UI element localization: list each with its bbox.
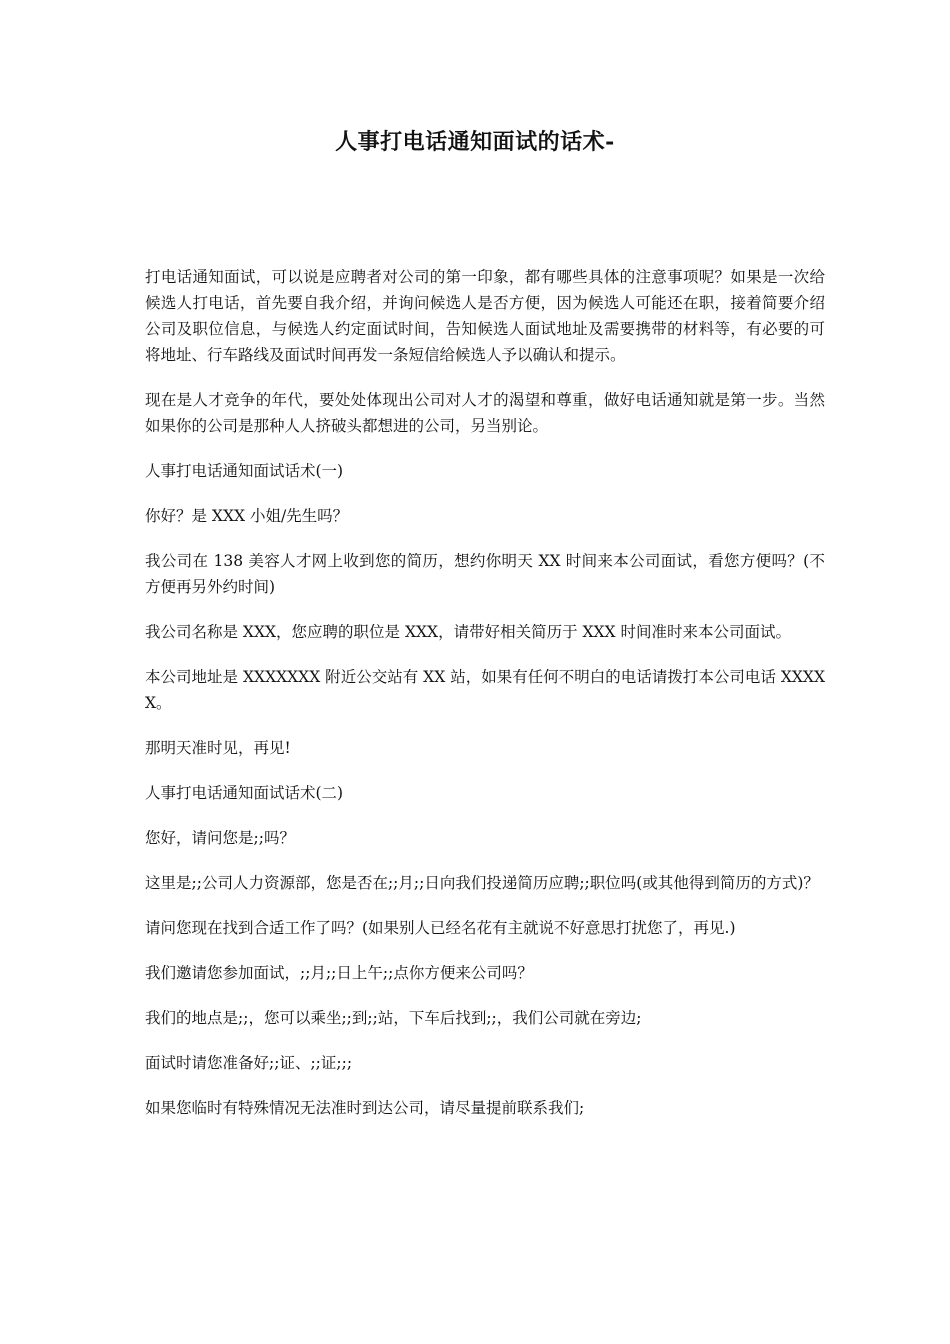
script-line: 我公司在 138 美容人才网上收到您的简历，想约你明天 XX 时间来本公司面试，看您方便吗？(不方便再另外约时间) <box>145 552 825 596</box>
paragraph-talent: 现在是人才竞争的年代，要处处体现出公司对人才的渴望和尊重，做好电话通知就是第一步。当然如果你的公司是那种人人挤破头都想进的公司，另当别论。 <box>145 391 825 435</box>
script-line: 我们的地点是;;，您可以乘坐;;到;;站，下车后找到;;，我们公司就在旁边; <box>145 1009 642 1027</box>
script-line: 面试时请您准备好;;证、;;证;;; <box>145 1054 353 1072</box>
script-line: 本公司地址是 XXXXXXX 附近公交站有 XX 站，如果有任何不明白的电话请拨打本公司电话 XXXXX。 <box>145 668 825 712</box>
script-line: 您好，请问您是;;吗？ <box>145 829 295 847</box>
script-line: 请问您现在找到合适工作了吗？(如果别人已经名花有主就说不好意思打扰您了，再见.) <box>145 919 736 937</box>
script-line: 如果您临时有特殊情况无法准时到达公司，请尽量提前联系我们; <box>145 1099 585 1117</box>
script-line: 我们邀请您参加面试，;;月;;日上午;;点你方便来公司吗？ <box>145 964 533 982</box>
paragraph-intro: 打电话通知面试，可以说是应聘者对公司的第一印象，都有哪些具体的注意事项呢？如果是一次给候选人打电话，首先要自我介绍，并询问候选人是否方便，因为候选人可能还在职，接着简要介绍公司及职位信息，与候选人约定面试时间，告知候选人面试地址及需要携带的材料等，有必要的可将地址、行车路线及面试时间再发一条短信给候选人予以确认和提示。 <box>145 268 825 364</box>
document-title: 人事打电话通知面试的话术- <box>335 129 615 155</box>
section-heading-1: 人事打电话通知面试话术(一) <box>145 462 344 480</box>
script-line: 那明天准时见，再见! <box>145 739 291 757</box>
document-body <box>145 264 825 1140</box>
script-line: 我公司名称是 XXX，您应聘的职位是 XXX，请带好相关简历于 XXX 时间准时来本公司面试。 <box>145 623 792 641</box>
script-line: 你好？是 XXX 小姐/先生吗？ <box>145 507 349 525</box>
script-line: 这里是;;公司人力资源部，您是否在;;月;;日向我们投递简历应聘;;职位吗(或其他得到简历的方式)？ <box>145 874 819 892</box>
section-heading-2: 人事打电话通知面试话术(二) <box>145 784 344 802</box>
